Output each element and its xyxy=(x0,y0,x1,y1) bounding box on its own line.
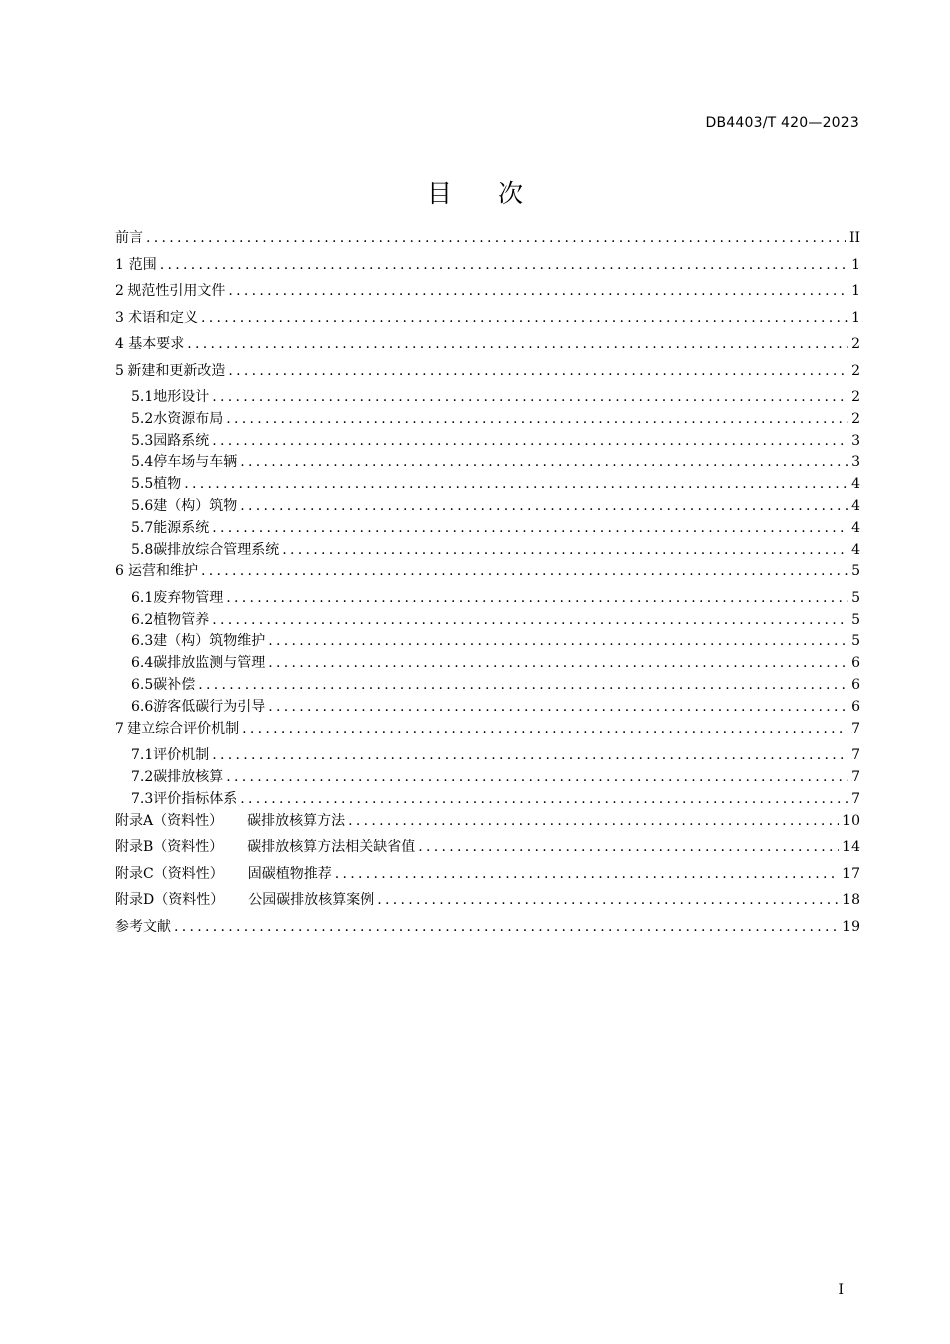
toc-entry-label: 参考文献 xyxy=(115,918,171,935)
toc-dot-leader xyxy=(212,518,848,538)
toc-entry-page: II xyxy=(848,230,860,246)
toc-entry-label: 碳排放综合管理系统 xyxy=(153,541,280,558)
toc-entry-label: 碳补偿 xyxy=(153,677,196,694)
toc-dot-leader xyxy=(240,789,848,809)
toc-entry-page: 5 xyxy=(851,563,860,580)
toc-entry-label: 能源系统 xyxy=(153,519,210,536)
toc-entry[interactable] xyxy=(115,917,860,944)
page-title: 目次 xyxy=(426,179,569,208)
toc-entry-page: 6 xyxy=(851,698,860,715)
toc-entry-page: 14 xyxy=(842,839,860,856)
toc-entry-page: 1 xyxy=(851,309,860,326)
document-code: DB4403/T 420—2023 xyxy=(705,115,859,131)
toc-entry-number: 1 xyxy=(115,256,124,273)
toc-dot-leader xyxy=(212,387,848,407)
toc-dot-leader xyxy=(212,431,848,451)
toc-entry-page: 7 xyxy=(851,768,860,785)
toc-entry-label: 碳排放监测与管理 xyxy=(153,655,266,672)
toc-dot-leader xyxy=(268,631,848,651)
toc-entry-label: 水资源布局 xyxy=(153,410,224,427)
toc-entry-page: 4 xyxy=(851,541,860,558)
toc-entry[interactable] xyxy=(115,789,860,811)
toc-dot-leader xyxy=(212,610,848,630)
toc-entry-page: 7 xyxy=(851,747,860,764)
toc-entry-label: 运营和维护 xyxy=(127,563,198,580)
toc-entry[interactable] xyxy=(115,890,860,917)
toc-entry-number: 7.3 xyxy=(131,790,154,807)
toc-entry-number: 3 xyxy=(115,309,124,326)
toc-entry[interactable] xyxy=(115,474,860,496)
toc-entry-label: 碳排放核算方法相关缺省值 xyxy=(247,839,416,856)
toc-entry[interactable] xyxy=(115,361,860,388)
toc-entry[interactable] xyxy=(115,431,860,453)
toc-entry-label: 植物管养 xyxy=(153,611,210,628)
toc-entry-page: 18 xyxy=(842,892,860,909)
toc-dot-leader xyxy=(418,837,839,857)
toc-dot-leader xyxy=(226,767,848,787)
toc-entry-page: 6 xyxy=(851,677,860,694)
toc-entry-number: 附录C（资料性） xyxy=(115,865,224,882)
toc-entry-page: 1 xyxy=(851,256,860,273)
toc-dot-leader xyxy=(268,697,848,717)
toc-entry-label: 固碳植物推荐 xyxy=(247,865,332,882)
toc-entry-label: 公园碳排放核算案例 xyxy=(248,892,375,909)
toc-entry-number: 5.6 xyxy=(131,497,154,514)
toc-entry[interactable] xyxy=(115,745,860,767)
toc-entry[interactable] xyxy=(115,308,860,335)
toc-dot-leader xyxy=(160,255,848,275)
toc-entry[interactable] xyxy=(115,631,860,653)
toc-entry-label: 碳排放核算 xyxy=(153,768,224,785)
toc-entry-label: 前言 xyxy=(115,230,143,246)
toc-entry-number: 5.1 xyxy=(131,389,154,405)
toc-dot-leader xyxy=(240,452,848,472)
toc-entry-number: 6.6 xyxy=(131,698,154,715)
toc-entry[interactable] xyxy=(115,334,860,361)
toc-entry-page: 2 xyxy=(851,389,860,405)
toc-entry[interactable] xyxy=(115,255,860,282)
toc-dot-leader xyxy=(226,409,848,429)
toc-entry-page: 5 xyxy=(851,611,860,628)
toc-entry-label: 新建和更新改造 xyxy=(127,362,226,379)
toc-entry[interactable] xyxy=(115,281,860,308)
toc-entry-page: 2 xyxy=(851,410,860,427)
toc-entry[interactable] xyxy=(115,409,860,431)
toc-entry[interactable] xyxy=(115,387,860,409)
toc-entry-page: 2 xyxy=(851,336,860,352)
toc-entry-label: 基本要求 xyxy=(128,336,185,352)
toc-entry[interactable] xyxy=(115,561,860,588)
toc-entry-label: 植物 xyxy=(153,476,182,493)
toc-entry-number: 2 xyxy=(115,283,124,299)
toc-entry-number: 6.5 xyxy=(131,677,154,694)
toc-entry-page: 4 xyxy=(851,476,860,493)
toc-entry-number: 5.4 xyxy=(131,454,154,471)
toc-entry-page: 17 xyxy=(842,865,860,882)
toc-dot-leader xyxy=(268,653,848,673)
toc-entry-label: 停车场与车辆 xyxy=(153,454,238,471)
toc-dot-leader xyxy=(184,474,848,494)
toc-entry[interactable] xyxy=(115,228,860,255)
toc-entry-page: 7 xyxy=(851,790,860,807)
toc-entry-label: 地形设计 xyxy=(153,389,210,405)
toc-dot-leader xyxy=(146,228,846,248)
toc-entry-label: 游客低碳行为引导 xyxy=(153,698,266,715)
toc-entry-number: 6.1 xyxy=(131,589,154,606)
toc-entry-number: 5.7 xyxy=(131,519,154,536)
toc-entry[interactable] xyxy=(115,610,860,632)
toc-entry-number: 附录D（资料性） xyxy=(115,892,225,909)
toc-entry[interactable] xyxy=(115,496,860,518)
toc-dot-leader xyxy=(335,864,839,884)
toc-entry[interactable] xyxy=(115,653,860,675)
toc-entry-number: 5.3 xyxy=(131,432,154,449)
toc-entry-label: 范围 xyxy=(128,256,157,273)
toc-dot-leader xyxy=(240,496,848,516)
toc-entry-label: 术语和定义 xyxy=(127,309,198,326)
toc-entry[interactable] xyxy=(115,811,860,838)
toc-entry[interactable] xyxy=(115,864,860,891)
toc-entry-page: 2 xyxy=(851,362,860,379)
page-number: I xyxy=(838,1282,844,1298)
toc-dot-leader xyxy=(174,917,839,937)
toc-entry-number: 6.2 xyxy=(131,611,154,628)
toc-entry-number: 6 xyxy=(115,563,124,580)
toc-entry-label: 规范性引用文件 xyxy=(127,283,226,299)
toc-entry[interactable] xyxy=(115,540,860,562)
toc-dot-leader xyxy=(187,334,848,354)
toc-entry-page: 4 xyxy=(851,497,860,514)
toc-entry[interactable] xyxy=(115,837,860,864)
toc-entry-number: 4 xyxy=(115,336,124,352)
toc-entry[interactable] xyxy=(115,452,860,474)
toc-entry-number: 7 xyxy=(115,720,124,737)
toc-entry-number: 6.3 xyxy=(131,633,154,650)
toc-entry-page: 3 xyxy=(851,454,860,471)
toc-entry-number: 6.4 xyxy=(131,655,154,672)
toc-entry[interactable] xyxy=(115,697,860,719)
toc-dot-leader xyxy=(201,561,848,581)
toc-entry-number: 5.5 xyxy=(131,476,154,493)
toc-dot-leader xyxy=(212,745,848,765)
toc-entry-label: 碳排放核算方法 xyxy=(247,812,346,829)
toc-entry-label: 废弃物管理 xyxy=(153,589,224,606)
toc-entry[interactable] xyxy=(115,767,860,789)
toc-entry-label: 评价机制 xyxy=(153,747,210,764)
toc-dot-leader xyxy=(228,361,848,381)
toc-entry[interactable] xyxy=(115,675,860,697)
toc-entry-number: 附录A（资料性） xyxy=(115,812,224,829)
toc-entry[interactable] xyxy=(115,588,860,610)
toc-entry-label: 园路系统 xyxy=(153,432,210,449)
toc-entry-page: 7 xyxy=(851,720,860,737)
toc-dot-leader xyxy=(377,890,839,910)
toc-dot-leader xyxy=(201,308,848,328)
toc-dot-leader xyxy=(242,719,848,739)
toc-dot-leader xyxy=(226,588,848,608)
toc-entry-page: 6 xyxy=(851,655,860,672)
toc-dot-leader xyxy=(282,540,848,560)
toc-dot-leader xyxy=(198,675,848,695)
toc-entry-number: 5.8 xyxy=(131,541,154,558)
toc-entry-number: 7.1 xyxy=(131,747,154,764)
toc-entry-page: 3 xyxy=(851,432,860,449)
toc-entry-page: 5 xyxy=(851,633,860,650)
toc-dot-leader xyxy=(348,811,839,831)
toc-entry-number: 附录B（资料性） xyxy=(115,839,224,856)
toc-entry-label: 建（构）筑物 xyxy=(153,497,238,514)
toc-entry-number: 5.2 xyxy=(131,410,154,427)
toc-entry[interactable] xyxy=(115,719,860,746)
toc-entry-number: 7.2 xyxy=(131,768,154,785)
toc-entry-label: 建立综合评价机制 xyxy=(127,720,240,737)
toc-dot-leader xyxy=(228,281,848,301)
toc-entry-page: 1 xyxy=(851,283,860,299)
table-of-contents xyxy=(115,228,860,943)
toc-entry-label: 建（构）筑物维护 xyxy=(153,633,266,650)
toc-entry-number: 5 xyxy=(115,362,124,379)
toc-entry-page: 5 xyxy=(851,589,860,606)
toc-entry-page: 10 xyxy=(842,812,860,829)
toc-entry-label: 评价指标体系 xyxy=(153,790,238,807)
toc-entry-page: 19 xyxy=(842,918,860,935)
toc-entry[interactable] xyxy=(115,518,860,540)
toc-entry-page: 4 xyxy=(851,519,860,536)
